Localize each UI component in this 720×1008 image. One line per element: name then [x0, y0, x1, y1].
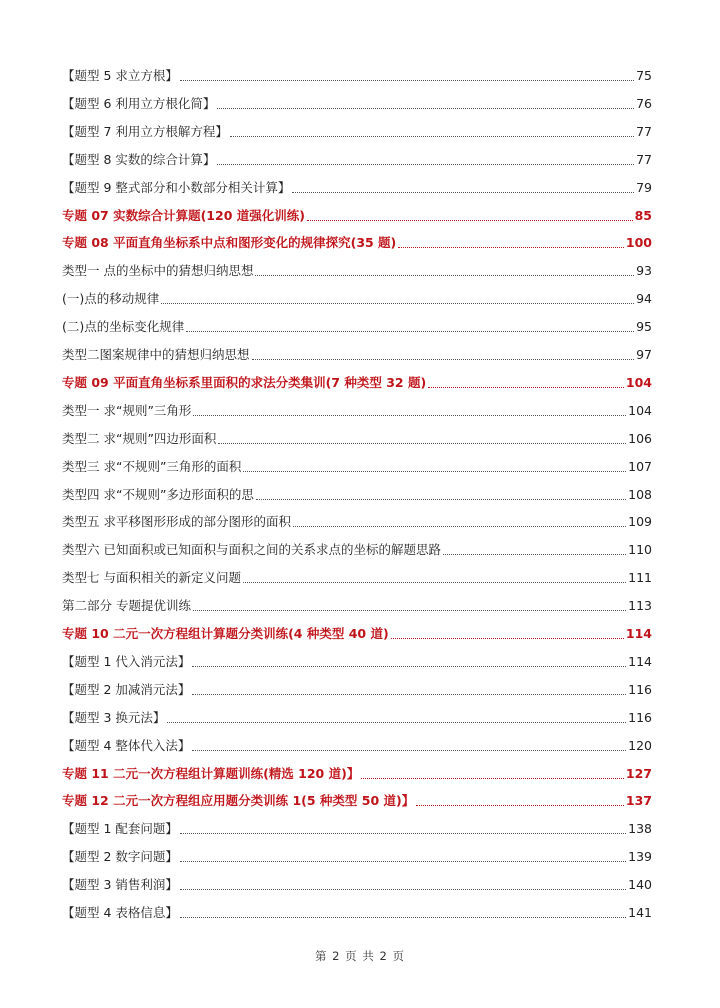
dot-leader — [398, 247, 624, 248]
toc-entry-title: 专题 12 二元一次方程组应用题分类训练 1(5 种类型 50 道)】 — [62, 793, 415, 809]
dot-leader — [255, 275, 634, 276]
toc-entry[interactable] — [62, 678, 652, 698]
toc-section-entry[interactable] — [62, 231, 652, 251]
toc-entry[interactable] — [62, 343, 652, 363]
toc-entry-title: 【题型 5 求立方根】 — [62, 68, 178, 83]
toc-entry[interactable] — [62, 483, 652, 503]
toc-entry[interactable] — [62, 287, 652, 307]
toc-entry-page-number: 109 — [628, 514, 652, 530]
toc-entry-page-number: 137 — [625, 793, 652, 809]
toc-entry-title: (一)点的移动规律 — [62, 291, 160, 307]
toc-entry-title: 【题型 8 实数的综合计算】 — [62, 151, 216, 167]
toc-entry-title: 类型一 点的坐标中的猜想归纳思想 — [62, 263, 254, 279]
toc-entry-title: (二)点的坐标变化规律 — [62, 319, 185, 335]
toc-entry-page-number: 113 — [628, 598, 652, 614]
toc-entry-title: 专题 09 平面直角坐标系里面积的求法分类集训(7 种类型 32 题) — [62, 374, 427, 390]
toc-entry[interactable] — [62, 901, 652, 921]
toc-entry-page-number: 77 — [636, 123, 652, 139]
toc-entry-title: 【题型 9 整式部分和小数部分相关计算】 — [62, 179, 291, 195]
toc-entry-title: 类型四 求“不规则”多边形面积的思 — [62, 486, 254, 502]
toc-entry-title: 【题型 3 销售利润】 — [62, 877, 178, 893]
dot-leader — [180, 889, 626, 890]
toc-entry-page-number: 141 — [628, 905, 652, 920]
dot-leader — [307, 220, 633, 221]
dot-leader — [180, 917, 626, 918]
toc-entry-title: 【题型 1 配套问题】 — [62, 821, 178, 837]
toc-entry-title: 类型六 已知面积或已知面积与面积之间的关系求点的坐标的解题思路 — [62, 542, 441, 558]
toc-entry[interactable] — [62, 455, 652, 475]
dot-leader — [361, 778, 624, 779]
toc-entry-title: 专题 11 二元一次方程组计算题训练(精选 120 道)】 — [62, 765, 360, 781]
dot-leader — [443, 554, 626, 555]
toc-entry[interactable] — [62, 873, 652, 893]
toc-entry-title: 专题 08 平面直角坐标系中点和图形变化的规律探究(35 题) — [62, 235, 397, 251]
toc-entry-page-number: 94 — [636, 291, 652, 307]
dot-leader — [243, 582, 626, 583]
toc-entry[interactable] — [62, 706, 652, 726]
dot-leader — [180, 833, 626, 834]
toc-entry[interactable] — [62, 120, 652, 140]
toc-entry-page-number: 138 — [628, 821, 652, 837]
dot-leader — [391, 638, 624, 639]
dot-leader — [293, 526, 626, 527]
toc-entry-page-number: 97 — [636, 347, 652, 362]
toc-entry-title: 【题型 2 数字问题】 — [62, 849, 178, 865]
toc-entry[interactable] — [62, 734, 652, 754]
toc-entry[interactable] — [62, 64, 652, 84]
toc-entry-page-number: 77 — [636, 151, 652, 167]
toc-section-entry[interactable] — [62, 204, 652, 224]
toc-entry-title: 【题型 6 利用立方根化简】 — [62, 95, 216, 111]
dot-leader — [243, 471, 626, 472]
toc-entry-title: 类型二 求“规则”四边形面积 — [62, 430, 217, 446]
toc-entry-page-number: 95 — [636, 319, 652, 335]
toc-entry-page-number: 100 — [625, 235, 652, 251]
toc-entry[interactable] — [62, 427, 652, 447]
toc-entry-page-number: 104 — [625, 374, 652, 390]
toc-entry-title: 【题型 4 表格信息】 — [62, 905, 178, 920]
toc-entry-page-number: 75 — [636, 68, 652, 83]
toc-entry-title: 类型五 求平移图形形成的部分图形的面积 — [62, 514, 291, 530]
dot-leader — [193, 610, 626, 611]
toc-entry-title: 【题型 7 利用立方根解方程】 — [62, 123, 228, 139]
toc-entry-page-number: 139 — [628, 849, 652, 865]
dot-leader — [256, 499, 626, 500]
toc-entry-title: 【题型 4 整体代入法】 — [62, 737, 191, 753]
page-indicator: 第 2 页 共 2 页 — [315, 949, 405, 963]
toc-entry-page-number: 108 — [628, 486, 652, 502]
toc-section-entry[interactable] — [62, 789, 652, 809]
dot-leader — [180, 861, 626, 862]
toc-entry-page-number: 120 — [628, 737, 652, 753]
toc-entry[interactable] — [62, 259, 652, 279]
toc-entry-page-number: 106 — [628, 430, 652, 446]
dot-leader — [192, 666, 626, 667]
toc-section-entry[interactable] — [62, 762, 652, 782]
toc-entry[interactable] — [62, 399, 652, 419]
toc-entry[interactable] — [62, 176, 652, 196]
toc-entry[interactable] — [62, 315, 652, 335]
toc-entry-title: 类型三 求“不规则”三角形的面积 — [62, 458, 242, 474]
toc-entry-page-number: 85 — [634, 207, 652, 223]
toc-entry[interactable] — [62, 92, 652, 112]
toc-entry-title: 类型七 与面积相关的新定义问题 — [62, 570, 241, 586]
toc-entry-page-number: 116 — [628, 681, 652, 697]
toc-entry-title: 【题型 3 换元法】 — [62, 709, 166, 725]
dot-leader — [192, 694, 626, 695]
dot-leader — [416, 805, 624, 806]
toc-entry[interactable] — [62, 845, 652, 865]
toc-entry[interactable] — [62, 566, 652, 586]
toc-entry[interactable] — [62, 148, 652, 168]
toc-section-entry[interactable] — [62, 622, 652, 642]
dot-leader — [217, 108, 634, 109]
toc-entry[interactable] — [62, 594, 652, 614]
toc-entry-title: 专题 10 二元一次方程组计算题分类训练(4 种类型 40 道) — [62, 626, 389, 641]
toc-entry-page-number: 110 — [628, 542, 652, 558]
toc-entry-page-number: 93 — [636, 263, 652, 279]
toc-entry-title: 第二部分 专题提优训练 — [62, 598, 191, 614]
dot-leader — [161, 303, 634, 304]
toc-entry-page-number: 104 — [628, 402, 652, 418]
dot-leader — [428, 387, 624, 388]
toc-entry-page-number: 79 — [636, 179, 652, 195]
dot-leader — [218, 443, 626, 444]
toc-entry-title: 类型二图案规律中的猜想归纳思想 — [62, 347, 250, 362]
toc-entry[interactable] — [62, 650, 652, 670]
toc-section-entry[interactable] — [62, 371, 652, 391]
toc-entry-page-number: 116 — [628, 709, 652, 725]
dot-leader — [180, 80, 634, 81]
dot-leader — [192, 750, 626, 751]
toc-entry-title: 类型一 求“规则”三角形 — [62, 402, 192, 418]
toc-entry-page-number: 107 — [628, 458, 652, 474]
toc-entry-page-number: 127 — [625, 765, 652, 781]
toc-entry-page-number: 114 — [628, 653, 652, 669]
toc-entry[interactable] — [62, 817, 652, 837]
toc-entry[interactable] — [62, 510, 652, 530]
dot-leader — [167, 722, 626, 723]
dot-leader — [292, 192, 634, 193]
dot-leader — [252, 359, 635, 360]
toc-entry[interactable] — [62, 538, 652, 558]
dot-leader — [186, 331, 634, 332]
dot-leader — [230, 136, 634, 137]
toc-entry-title: 【题型 1 代入消元法】 — [62, 653, 191, 669]
toc-entry-title: 专题 07 实数综合计算题(120 道强化训练) — [62, 207, 305, 223]
dot-leader — [193, 415, 626, 416]
toc-entry-title: 【题型 2 加减消元法】 — [62, 681, 191, 697]
toc-entry-page-number: 140 — [628, 877, 652, 893]
toc-entry-page-number: 76 — [636, 95, 652, 111]
toc-entry-page-number: 114 — [625, 626, 652, 641]
dot-leader — [217, 164, 634, 165]
page-footer — [0, 948, 720, 964]
toc-entry-page-number: 111 — [628, 570, 652, 586]
